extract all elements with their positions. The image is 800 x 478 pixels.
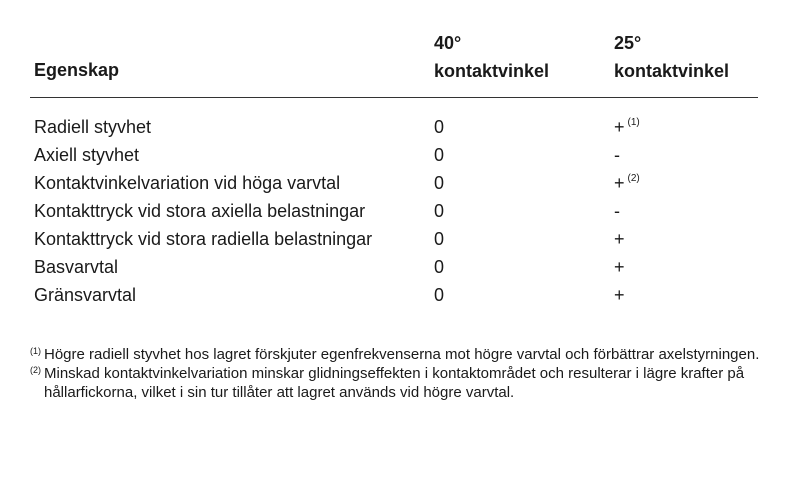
table-row xyxy=(0,225,800,253)
footnote-text: Högre radiell styvhet hos lagret förskjuter egenfrekvenserna mot högre varvtal och förbättrar axelstyrningen. xyxy=(44,346,760,363)
table-row xyxy=(0,169,800,197)
row-value-25-cell xyxy=(614,197,620,225)
row-property: Basvarvtal xyxy=(34,257,119,277)
row-value-25: - xyxy=(614,145,620,165)
header-40-line2: kontaktvinkel xyxy=(434,61,550,81)
row-value-40: 0 xyxy=(434,117,445,137)
row-value-40: 0 xyxy=(434,257,445,277)
table-body xyxy=(0,113,800,309)
row-value-25-cell xyxy=(614,281,625,309)
table-row xyxy=(0,113,800,141)
row-value-25-cell xyxy=(614,253,625,281)
header-40-line1: 40° xyxy=(434,33,462,53)
row-property: Gränsvarvtal xyxy=(34,285,137,305)
row-value-25-cell xyxy=(614,225,625,253)
table-row xyxy=(0,281,800,309)
row-footnote-ref: (2) xyxy=(627,173,640,184)
row-value-40: 0 xyxy=(434,173,445,193)
row-value-40: 0 xyxy=(434,229,445,249)
row-footnote-ref: (1) xyxy=(627,117,640,128)
row-value-25: - xyxy=(614,201,620,221)
header-divider xyxy=(30,97,758,98)
header-25-line1: 25° xyxy=(614,33,642,53)
header-40-contact-angle xyxy=(434,29,604,85)
row-value-25: + xyxy=(614,285,625,305)
footnote-text: Minskad kontaktvinkelvariation minskar glidningseffekten i kontaktområdet och resulterar i lägre krafter på hållarfickorna, vilket i sin tur tillåter att lagret används vid högre varvtal. xyxy=(44,365,745,401)
row-property: Kontakttryck vid stora radiella belastningar xyxy=(34,229,373,249)
row-value-25: + xyxy=(614,257,625,277)
row-value-25: + xyxy=(614,173,625,193)
footnote-1 xyxy=(30,345,770,364)
footnote-2 xyxy=(30,364,770,402)
row-value-25-cell xyxy=(614,113,640,141)
row-value-40: 0 xyxy=(434,285,445,305)
row-property: Axiell styvhet xyxy=(34,145,140,165)
row-property: Kontakttryck vid stora axiella belastningar xyxy=(34,201,366,221)
row-value-25: + xyxy=(614,117,625,137)
header-property-label: Egenskap xyxy=(34,60,120,80)
row-value-25-cell xyxy=(614,141,620,169)
header-25-line2: kontaktvinkel xyxy=(614,61,730,81)
table-row xyxy=(0,253,800,281)
header-property xyxy=(34,56,119,84)
row-property: Radiell styvhet xyxy=(34,117,152,137)
row-value-25-cell xyxy=(614,169,640,197)
row-value-40: 0 xyxy=(434,145,445,165)
footnotes xyxy=(30,345,770,402)
table-row xyxy=(0,197,800,225)
header-25-contact-angle xyxy=(614,29,784,85)
row-value-25: + xyxy=(614,229,625,249)
row-property: Kontaktvinkelvariation vid höga varvtal xyxy=(34,173,341,193)
footnote-mark: (2) xyxy=(30,365,41,375)
table-row xyxy=(0,141,800,169)
row-value-40: 0 xyxy=(434,201,445,221)
footnote-mark: (1) xyxy=(30,346,41,356)
